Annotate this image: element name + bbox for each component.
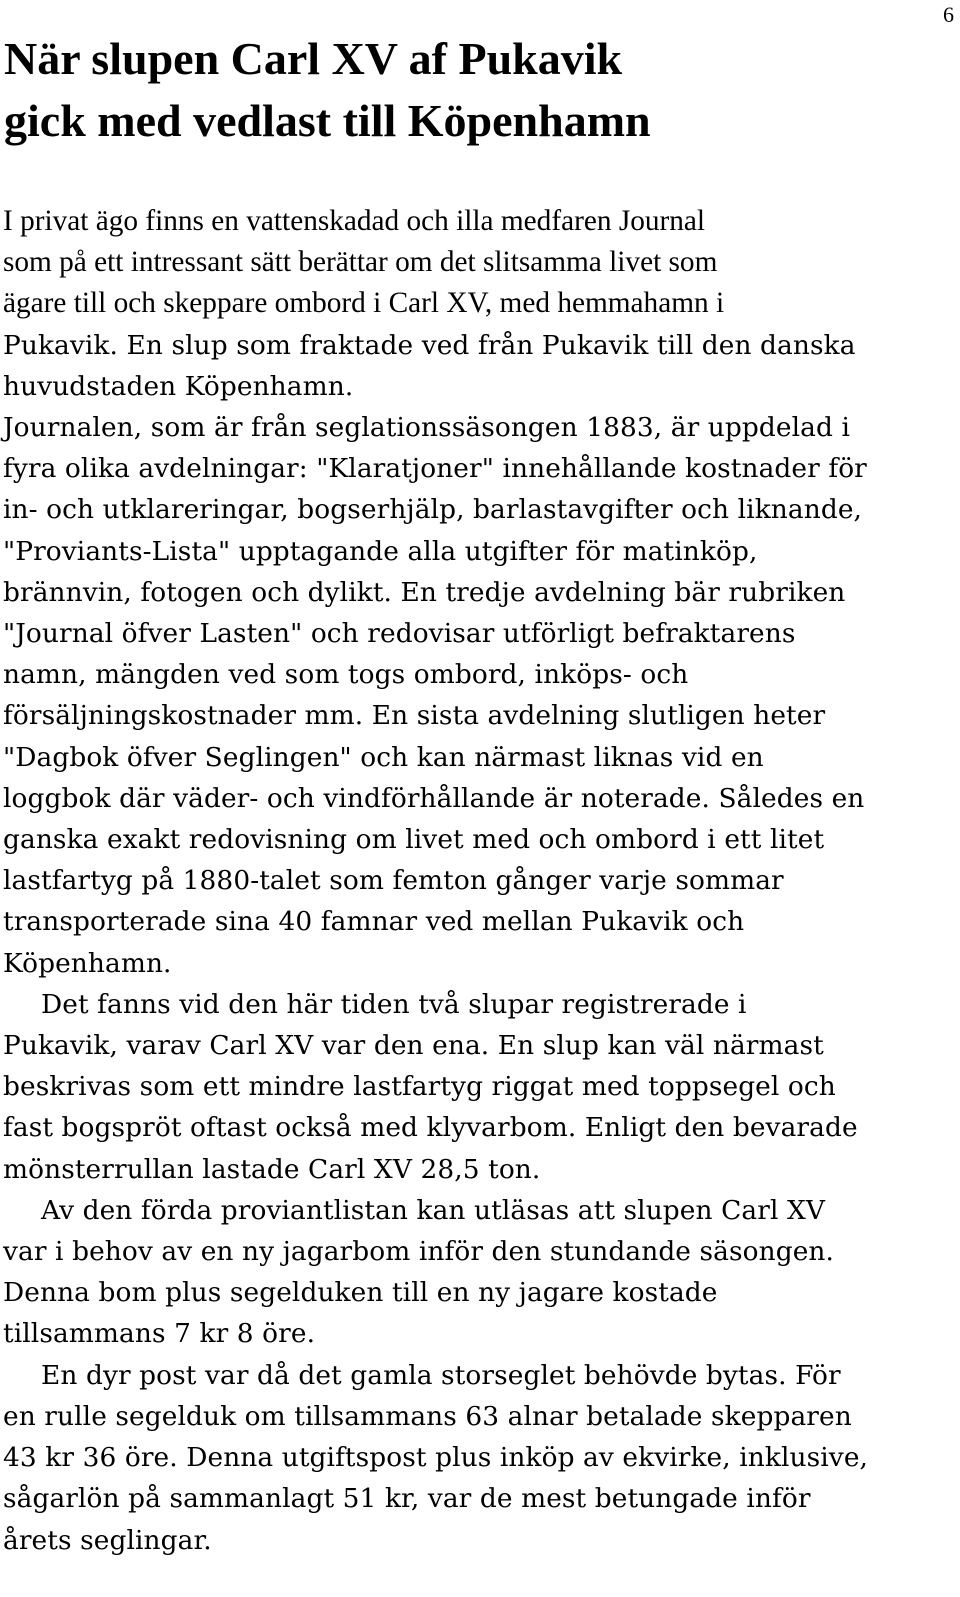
article-body (3, 201, 948, 1561)
body-line: tillsammans 7 kr 8 öre. (3, 1318, 316, 1350)
body-line: Det fanns vid den här tiden två slupar registrerade i (41, 988, 747, 1020)
body-line: Pukavik, varav Carl XV var den ena. En slup kan väl närmast (3, 1030, 824, 1062)
body-line: sågarlön på sammanlagt 51 kr, var de mest betungade inför (3, 1483, 811, 1515)
title-line-1: När slupen Carl XV af Pukavik (4, 33, 623, 84)
body-line: mönsterrullan lastade Carl XV 28,5 ton. (3, 1153, 541, 1185)
body-line: Journalen, som är från seglationssäsongen 1883, är uppdelad i (3, 412, 851, 444)
body-line: 43 kr 36 öre. Denna utgiftspost plus inköp av ekvirke, inklusive, (3, 1442, 869, 1474)
body-line: Av den förda proviantlistan kan utläsas att slupen Carl XV (41, 1194, 826, 1226)
body-line: En dyr post var då det gamla storseglet behövde bytas. För (41, 1359, 841, 1391)
body-line: "Proviants-Lista" upptagande alla utgifter för matinköp, (3, 535, 758, 567)
body-line: Pukavik. En slup som fraktade ved från Pukavik till den danska (3, 329, 856, 361)
body-line: beskrivas som ett mindre lastfartyg riggat med toppsegel och (3, 1071, 836, 1103)
body-line: årets seglingar. (3, 1524, 212, 1556)
body-line: Köpenhamn. (3, 947, 172, 979)
article-title (4, 28, 934, 152)
body-line: fast bogspröt oftast också med klyvarbom. Enligt den bevarade (3, 1112, 858, 1144)
body-line: brännvin, fotogen och dylikt. En tredje avdelning bär rubriken (3, 576, 846, 608)
body-line: huvudstaden Köpenhamn. (3, 370, 354, 402)
body-line: "Journal öfver Lasten" och redovisar utförligt befraktarens (3, 618, 796, 650)
body-line: ägare till och skeppare ombord i Carl XV, med hemmahamn i (3, 287, 725, 320)
body-line: som på ett intressant sätt berättar om det slitsamma livet som (3, 246, 718, 279)
body-line: ganska exakt redovisning om livet med och ombord i ett litet (3, 824, 825, 856)
title-line-2: gick med vedlast till Köpenhamn (4, 95, 651, 146)
body-line: en rulle segelduk om tillsammans 63 alnar betalade skepparen (3, 1400, 852, 1432)
body-line: transporterade sina 40 famnar ved mellan Pukavik och (3, 906, 745, 938)
body-line: var i behov av en ny jagarbom inför den stundande säsongen. (3, 1236, 835, 1268)
body-line: "Dagbok öfver Seglingen" och kan närmast liknas vid en (3, 741, 764, 773)
body-line: I privat ägo finns en vattenskadad och illa medfaren Journal (3, 205, 706, 237)
body-line: Denna bom plus segelduken till en ny jagare kostade (3, 1277, 718, 1309)
body-line: försäljningskostnader mm. En sista avdelning slutligen heter (3, 700, 826, 732)
body-line: loggbok där väder- och vindförhållande är noterade. Således en (3, 782, 865, 814)
body-line: namn, mängden ved som togs ombord, inköps- och (3, 659, 689, 691)
body-line: in- och utklareringar, bogserhjälp, barlastavgifter och liknande, (3, 494, 863, 526)
body-line: fyra olika avdelningar: "Klaratjoner" innehållande kostnader för (3, 453, 867, 485)
body-line: lastfartyg på 1880-talet som femton gånger varje sommar (3, 865, 784, 897)
page-number: 6 (943, 2, 954, 27)
